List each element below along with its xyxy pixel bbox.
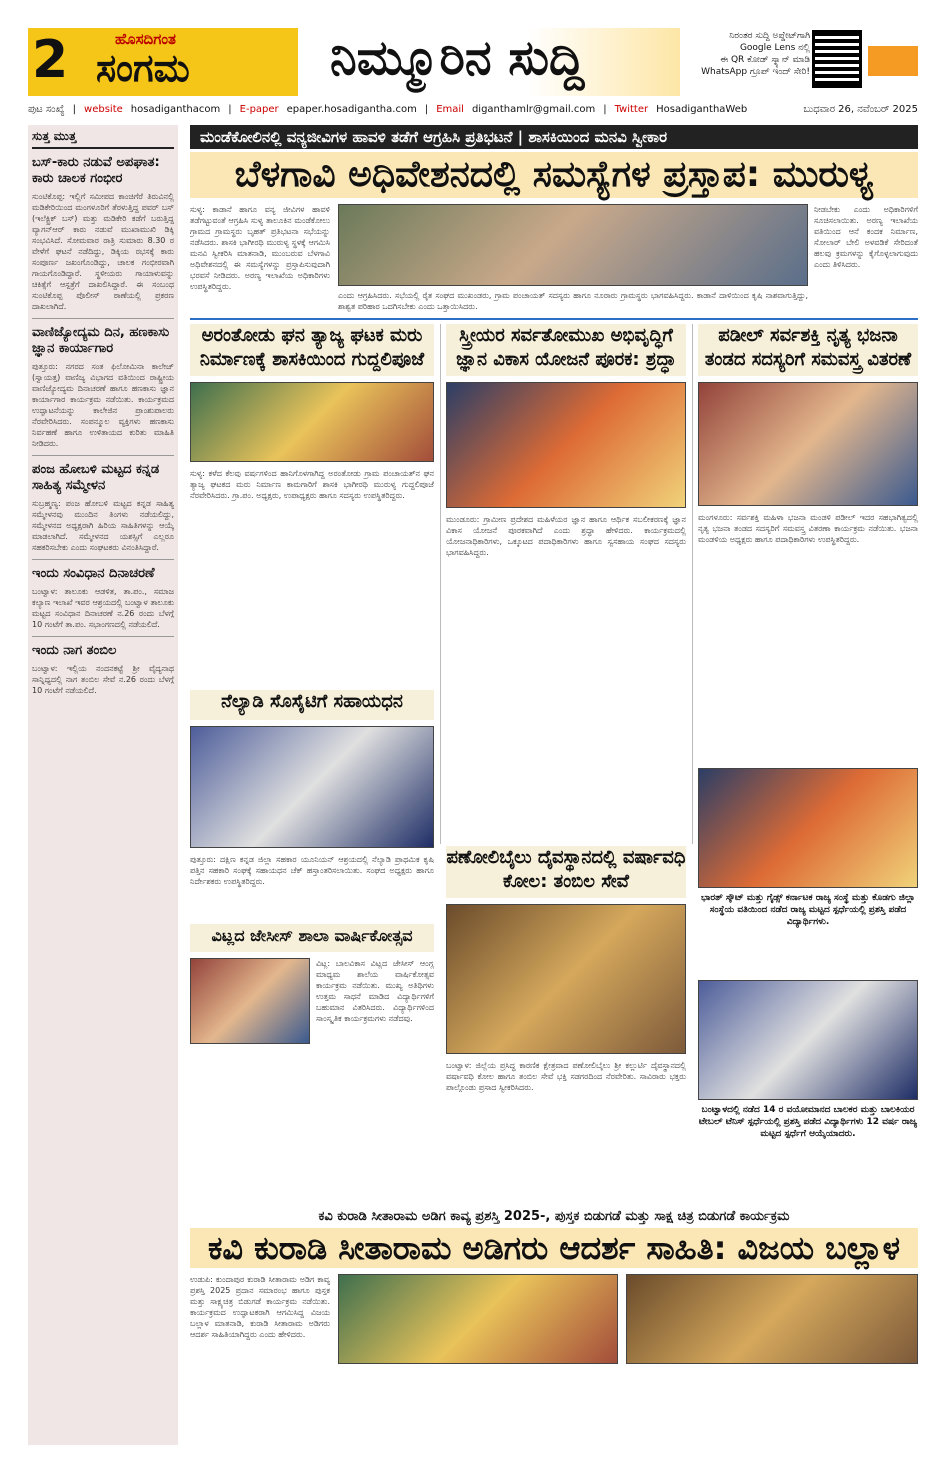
qr-code-icon[interactable] xyxy=(812,30,862,88)
article-title: ವಿಟ್ಲದ ಜೇಸೀಸ್ ಶಾಲಾ ವಾರ್ಷಿಕೋತ್ಸವ xyxy=(190,924,434,952)
brief-body: ಸುಂಟಿಕೊಪ್ಪ: ಇಲ್ಲಿಗೆ ಸಮೀಪದ ಕಾಂಚಿಗೆರೆ ತಿರುವಿನಲ್ಲಿ ಮಡಿಕೇರಿಯಿಂದ ಮಂಗಳೂರಿಗೆ ತೆರಳುತ್ತಿದ್ದ ಪವರ್ ಬಸ್ (ಇಲೆಕ್ಟ್ರಿಕ್ ಬಸ್) ಮತ್ತು ಮಡಿಕೇರಿ ಕಡೆಗೆ ಬರುತ್ತಿದ್ದ ವ್ಯಾಗನ್ಆರ್ ಕಾರು ನಡುವೆ ಮುಖಾಮುಖಿ ಡಿಕ್ಕಿ ಸಂಭವಿಸಿದೆ. ಸೋಮವಾರ ರಾತ್ರಿ ಸುಮಾರು 8.30 ರ ವೇಳೆಗೆ ಘಟನೆ ನಡೆದಿದ್ದು, ಡಿಕ್ಕಿಯ ರಭಸಕ್ಕೆ ಕಾರು ಸಂಪೂರ್ಣ ಜಖಂಗೊಂಡಿದ್ದು, ಚಾಲಕ ಗಂಭೀರವಾಗಿ ಗಾಯಗೊಂಡಿದ್ದಾರೆ. ಸ್ಥಳೀಯರು ಗಾಯಾಳುವನ್ನು ಚಿಕಿತ್ಸೆಗೆ ಆಸ್ಪತ್ರೆಗೆ ದಾಖಲಿಸಿದ್ದಾರೆ. ಈ ಸಂಬಂಧ ಸುಂಟಿಕೊಪ್ಪ ಪೊಲೀಸ್ ಠಾಣೆಯಲ್ಲಿ ಪ್ರಕರಣ ದಾಖಲಾಗಿದೆ. xyxy=(32,192,174,311)
article-body: ವಿಟ್ಲ: ಬಾಲವಿಕಾಸ ವಿಟ್ಲದ ಜೇಸೀಸ್ ಆಂಗ್ಲ ಮಾಧ್ಯಮ ಶಾಲೆಯ ವಾರ್ಷಿಕೋತ್ಸವ ಕಾರ್ಯಕ್ರಮ ನಡೆಯಿತು. ಮುಖ್ಯ ಅತಿಥಿಗಳು ಉತ್ತಮ ಸಾಧನೆ ಮಾಡಿದ ವಿದ್ಯಾರ್ಥಿಗಳಿಗೆ ಬಹುಮಾನ ವಿತರಿಸಿದರು. ವಿದ್ಯಾರ್ಥಿಗಳಿಂದ ಸಾಂಸ್ಕೃತಿಕ ಕಾರ್ಯಕ್ರಮಗಳು ನಡೆದವು. xyxy=(316,959,434,1023)
divider xyxy=(32,559,174,560)
article-title: ಪಣೋಲಿಬೈಲು ದೈವಸ್ಥಾನದಲ್ಲಿ ವರ್ಷಾವಧಿ ಕೋಲ: ತಂಬಿಲ ಸೇವೆ xyxy=(446,846,686,898)
article-body: ಮಂಗಳೂರು: ಸರ್ವಶಕ್ತಿ ಮಹಿಳಾ ಭಜನಾ ಮಂಡಳಿ ಪಡೀಲ್ ಇದರ ಸಹಭಾಗಿತ್ವದಲ್ಲಿ ನೃತ್ಯ ಭಜನಾ ತಂಡದ ಸದಸ್ಯರಿಗೆ ಸಮವಸ್ತ್ರ ವಿತರಣಾ ಕಾರ್ಯಕ್ರಮ ನಡೆಯಿತು. ಭಜನಾ ಮಂಡಳಿಯ ಅಧ್ಯಕ್ಷರು ಹಾಗೂ ಪದಾಧಿಕಾರಿಗಳು ಉಪಸ್ಥಿತರಿದ್ದರು. xyxy=(698,513,918,544)
article-title: ನೆಲ್ಯಾಡಿ ಸೊಸೈಟಿಗೆ ಸಹಾಯಧನ xyxy=(190,690,434,720)
email-link[interactable]: diganthamlr@gmail.com xyxy=(471,103,596,115)
article-photo xyxy=(446,904,686,1054)
lead-body-right: ನೀಡಬೇಕು ಎಂದು ಅಧಿಕಾರಿಗಳಿಗೆ ಸೂಚಿಸಲಾಯಿತು. ಅರಣ್ಯ ಇಲಾಖೆಯ ವತಿಯಿಂದ ಆನೆ ಕಂದಕ ನಿರ್ಮಾಣ, ಸೋಲಾರ್ ಬೇಲಿ ಅಳವಡಿಕೆ ಸೇರಿದಂತೆ ಹಲವು ಕ್ರಮಗಳನ್ನು ಕೈಗೊಳ್ಳಲಾಗುವುದು ಎಂದು ತಿಳಿಸಿದರು. xyxy=(814,205,918,269)
brief-body: ಬಂಟ್ವಾಳ: ತಾಲೂಕು ಆಡಳಿತ, ತಾ.ಪಂ., ಸಮಾಜ ಕಲ್ಯಾಣ ಇಲಾಖೆ ಇವರ ಆಶ್ರಯದಲ್ಲಿ ಬಂಟ್ವಾಳ ತಾಲೂಕು ಮಟ್ಟದ ಸಂವಿಧಾನ ದಿನಾಚರಣೆ ನ.26 ರಂದು ಬೆಳಗ್ಗೆ 10 ಗಂಟೆಗೆ ತಾ.ಪಂ. ಸಭಾಂಗಣದಲ್ಲಿ ನಡೆಯಲಿದೆ. xyxy=(32,587,174,629)
brief-title: ಇಂದು ನಾಗ ತಂಬಿಲ xyxy=(32,643,117,658)
bottom-kicker: ಕವಿ ಕುರಾಡಿ ಸೀತಾರಾಮ ಅಡಿಗ ಕಾವ್ಯ ಪ್ರಶಸ್ತಿ 2025-, ಪುಸ್ತಕ ಬಿಡುಗಡೆ ಮತ್ತು ಸಾಕ್ಷ ಚಿತ್ರ ಬಿಡುಗಡೆ ಕಾರ್ಯಕ್ರಮ xyxy=(318,1208,790,1224)
epaper-link[interactable]: epaper.hosadigantha.com xyxy=(286,103,417,115)
bottom-body: ಉಡುಪಿ: ಕುಂದಾಪುರ ಕುರಾಡಿ ಸೀತಾರಾಮ ಅಡಿಗ ಕಾವ್ಯ ಪ್ರಶಸ್ತಿ 2025 ಪ್ರದಾನ ಸಮಾರಂಭ ಹಾಗೂ ಪುಸ್ತಕ ಮತ್ತು ಸಾಕ್ಷ್ಯಚಿತ್ರ ಬಿಡುಗಡೆ ಕಾರ್ಯಕ್ರಮ ನಡೆಯಿತು. ಕಾರ್ಯಕ್ರಮದ ಉದ್ಘಾಟಕರಾಗಿ ಆಗಮಿಸಿದ್ದ ವಿಜಯ ಬಲ್ಲಾಳ ಮಾತನಾಡಿ, ಕುರಾಡಿ ಸೀತಾರಾಮ ಅಡಿಗರು ಆದರ್ಶ ಸಾಹಿತಿಯಾಗಿದ್ದರು ಎಂದು ಹೇಳಿದರು. xyxy=(190,1275,330,1339)
article-photo xyxy=(446,382,686,508)
lead-kicker: ಮಂಡೆಕೋಲಿನಲ್ಲಿ ವನ್ಯಜೀವಿಗಳ ಹಾವಳಿ ತಡೆಗೆ ಆಗ್ರಹಿಸಿ ಪ್ರತಿಭಟನೆ | ಶಾಸಕಿಯಿಂದ ಮನವಿ ಸ್ವೀಕಾರ xyxy=(190,125,918,149)
article-photo xyxy=(190,726,434,848)
masthead xyxy=(0,0,945,100)
divider xyxy=(32,455,174,456)
bottom-headline: ಕವಿ ಕುರಾಡಿ ಸೀತಾರಾಮ ಅಡಿಗರು ಆದರ್ಶ ಸಾಹಿತಿ: ವಿಜಯ ಬಲ್ಲಾಳ xyxy=(190,1228,918,1268)
brief-title: ವಾಣಿಜ್ಯೋದ್ಯಮ ದಿನ, ಹಣಕಾಸು ಜ್ಞಾನ ಕಾರ್ಯಾಗಾರ xyxy=(32,325,170,356)
photo-caption: ಭಾರತ್ ಸ್ಕೌಟ್ ಮತ್ತು ಗೈಡ್ಸ್ ಕರ್ನಾಟಕ ರಾಜ್ಯ ಸಂಸ್ಥೆ ಮತ್ತು ಕೊಡಗು ಜಿಲ್ಲಾ ಸಂಸ್ಥೆಯ ವತಿಯಿಂದ ನಡೆದ ರಾಜ್ಯ ಮಟ್ಟದ ಸ್ಪರ್ಧೆಯಲ್ಲಿ ಪ್ರಶಸ್ತಿ ಪಡೆದ ವಿದ್ಯಾರ್ಥಿಗಳು. xyxy=(701,893,915,927)
divider xyxy=(32,636,174,637)
section-title: ನಿಮ್ಮೂರಿನ ಸುದ್ದಿ xyxy=(330,30,585,86)
article-photo xyxy=(698,382,918,506)
caption-photo xyxy=(698,980,918,1100)
brief-body: ಪುತ್ತೂರು: ನಗರದ ಸಂತ ಫಿಲೋಮಿನಾ ಕಾಲೇಜ್ (ಸ್ವಾಯತ್ತ) ವಾಣಿಜ್ಯ ವಿಭಾಗದ ವತಿಯಿಂದ ರಾಷ್ಟ್ರೀಯ ವಾಣಿಜ್ಯೋದ್ಯಮ ದಿನಾಚರಣೆ ಹಾಗೂ ಹಣಕಾಸು ಜ್ಞಾನ ಕಾರ್ಯಾಗಾರ ಕಾರ್ಯಕ್ರಮ ನಡೆಯಿತು. ಕಾರ್ಯಕ್ರಮದ ಉದ್ಘಾಟನೆಯನ್ನು ಕಾಲೇಜಿನ ಪ್ರಾಂಶುಪಾಲರು ನೆರವೇರಿಸಿದರು. ಸಂಪನ್ಮೂಲ ವ್ಯಕ್ತಿಗಳು ಹಣಕಾಸು ನಿರ್ವಹಣೆ ಹಾಗೂ ಉಳಿತಾಯದ ಕುರಿತು ಮಾಹಿತಿ ನೀಡಿದರು. xyxy=(32,362,174,448)
lead-photo xyxy=(338,204,808,286)
brief-title: ಇಂದು ಸಂವಿಧಾನ ದಿನಾಚರಣೆ xyxy=(32,566,155,581)
qr-instructions xyxy=(700,30,810,78)
qr-text-3: ಈ QR ಕೋಡ್ ಸ್ಕ್ಯಾನ್ ಮಾಡಿ xyxy=(720,55,810,65)
website-link[interactable]: hosadiganthacom xyxy=(130,103,221,115)
photo-caption: ಬಂಟ್ವಾಳದಲ್ಲಿ ನಡೆದ 14 ರ ವಯೋಮಾನದ ಬಾಲಕರ ಮತ್ತು ಬಾಲಕಿಯರ ಟೇಬಲ್ ಟೆನಿಸ್ ಸ್ಪರ್ಧೆಯಲ್ಲಿ ಪ್ರಶಸ್ತಿ ಪಡೆದ ವಿದ್ಯಾರ್ಥಿಗಳು 12 ವರ್ಷ ರಾಜ್ಯ ಮಟ್ಟದ ಸ್ಪರ್ಧೆಗೆ ಆಯ್ಕೆಯಾದರು. xyxy=(698,1105,918,1139)
lead-body-left: ಸುಳ್ಯ: ಕಾಡಾನೆ ಹಾಗೂ ವನ್ಯ ಜೀವಿಗಳ ಹಾವಳಿ ತಡೆಗಟ್ಟುವಂತೆ ಆಗ್ರಹಿಸಿ ಸುಳ್ಯ ತಾಲೂಕಿನ ಮಂಡೆಕೋಲು ಗ್ರಾಮದ ಗ್ರಾಮಸ್ಥರು ಬೃಹತ್ ಪ್ರತಿಭಟನಾ ಸಭೆಯನ್ನು ನಡೆಸಿದರು. ಶಾಸಕಿ ಭಾಗೀರಥಿ ಮುರುಳ್ಯ ಸ್ಥಳಕ್ಕೆ ಆಗಮಿಸಿ ಮನವಿ ಸ್ವೀಕರಿಸಿ ಮಾತನಾಡಿ, ಮುಂಬರುವ ಬೆಳಗಾವಿ ಅಧಿವೇಶನದಲ್ಲಿ ಈ ಸಮಸ್ಯೆಗಳನ್ನು ಪ್ರಸ್ತಾಪಿಸುವುದಾಗಿ ಭರವಸೆ ನೀಡಿದರು. ಅರಣ್ಯ ಇಲಾಖೆಯ ಅಧಿಕಾರಿಗಳು ಉಪಸ್ಥಿತರಿದ್ದರು. xyxy=(190,205,330,291)
page-number: 2 xyxy=(32,30,69,90)
article-photo xyxy=(190,958,310,1044)
issue-date: ಬುಧವಾರ 26, ನವೆಂಬರ್ 2025 xyxy=(803,103,918,115)
brief-body: ಸುಬ್ರಹ್ಮಣ್ಯ: ಪಂಜ ಹೋಬಳಿ ಮಟ್ಟದ ಕನ್ನಡ ಸಾಹಿತ್ಯ ಸಮ್ಮೇಳನವು ಮುಂದಿನ ತಿಂಗಳು ನಡೆಯಲಿದ್ದು, ಸಮ್ಮೇಳನದ ಅಧ್ಯಕ್ಷರಾಗಿ ಹಿರಿಯ ಸಾಹಿತಿಗಳನ್ನು ಆಯ್ಕೆ ಮಾಡಲಾಗಿದೆ. ಸಮ್ಮೇಳನದ ಯಶಸ್ಸಿಗೆ ಎಲ್ಲರೂ ಸಹಕರಿಸಬೇಕು ಎಂದು ಸಂಘಟಕರು ವಿನಂತಿಸಿದ್ದಾರೆ. xyxy=(32,499,174,552)
article-body: ಬಂಟ್ವಾಳ: ಜಿಲ್ಲೆಯ ಪ್ರಸಿದ್ಧ ಕಾರಣಿಕ ಕ್ಷೇತ್ರವಾದ ಪಣೋಲಿಬೈಲು ಶ್ರೀ ಕಲ್ಲುರ್ಟಿ ದೈವಸ್ಥಾನದಲ್ಲಿ ವರ್ಷಾವಧಿ ಕೋಲ ಹಾಗೂ ತಂಬಿಲ ಸೇವೆ ಭಕ್ತಿ ಸಡಗರದಿಂದ ನೆರವೇರಿತು. ಸಾವಿರಾರು ಭಕ್ತರು ಪಾಲ್ಗೊಂಡು ಪ್ರಸಾದ ಸ್ವೀಕರಿಸಿದರು. xyxy=(446,1061,686,1092)
section-divider xyxy=(190,318,918,320)
bottom-photo xyxy=(338,1274,618,1364)
lead-body-mid: ಎಂದು ಆಗ್ರಹಿಸಿದರು. ಸಭೆಯಲ್ಲಿ ರೈತ ಸಂಘದ ಮುಖಂಡರು, ಗ್ರಾಮ ಪಂಚಾಯತ್ ಸದಸ್ಯರು ಹಾಗೂ ನೂರಾರು ಗ್ರಾಮಸ್ಥರು ಭಾಗವಹಿಸಿದ್ದರು. ಕಾಡಾನೆ ದಾಳಿಯಿಂದ ಕೃಷಿ ನಾಶವಾಗುತ್ತಿದ್ದು, ಶಾಶ್ವತ ಪರಿಹಾರ ಒದಗಿಸಬೇಕು ಎಂದು ಒತ್ತಾಯಿಸಿದರು. xyxy=(338,291,808,311)
lead-headline: ಬೆಳಗಾವಿ ಅಧಿವೇಶನದಲ್ಲಿ ಸಮಸ್ಯೆಗಳ ಪ್ರಸ್ತಾಪ: ಮುರುಳ್ಯ xyxy=(190,152,918,198)
article-photo xyxy=(190,382,434,462)
caption-photo xyxy=(698,768,918,888)
email-label: Email xyxy=(436,103,464,115)
brand-small: ಹೊಸದಿಗಂತ xyxy=(115,30,176,48)
twitter-link[interactable]: HosadiganthaWeb xyxy=(656,103,748,115)
info-bar: ಪುಟ ಸಂಖ್ಯೆ | website hosadiganthacom | E-paper epaper.hosadigantha.com | Email diganthamlr@gmail.com | Twitter HosadiganthaWeb ಬುಧವಾರ 26, ನವೆಂಬರ್ 2025 xyxy=(28,103,918,115)
column-rule xyxy=(440,324,441,844)
pages-label: ಪುಟ ಸಂಖ್ಯೆ xyxy=(28,103,65,115)
bottom-photo xyxy=(626,1274,918,1364)
article-body: ಮುಂಡೂರು: ಗ್ರಾಮೀಣ ಪ್ರದೇಶದ ಮಹಿಳೆಯರ ಜ್ಞಾನ ಹಾಗೂ ಆರ್ಥಿಕ ಸಬಲೀಕರಣಕ್ಕೆ ಜ್ಞಾನ ವಿಕಾಸ ಯೋಜನೆ ಪೂರಕವಾಗಿದೆ ಎಂದು ಶ್ರದ್ಧಾ ಹೇಳಿದರು. ಕಾರ್ಯಕ್ರಮದಲ್ಲಿ ಯೋಜನಾಧಿಕಾರಿಗಳು, ಒಕ್ಕೂಟದ ಪದಾಧಿಕಾರಿಗಳು ಹಾಗೂ ಸ್ವಸಹಾಯ ಸಂಘದ ಸದಸ್ಯರು ಭಾಗವಹಿಸಿದ್ದರು. xyxy=(446,515,686,557)
qr-text-4: WhatsApp ಗ್ರೂಪ್ ಇಂದ್ ಸೇರಿ! xyxy=(701,67,810,77)
left-column xyxy=(28,125,178,1445)
article-title: ಪಡೀಲ್ ಸರ್ವಶಕ್ತಿ ನೃತ್ಯ ಭಜನಾ ತಂಡದ ಸದಸ್ಯರಿಗೆ ಸಮವಸ್ತ್ರ ವಿತರಣೆ xyxy=(698,324,918,376)
article-title: ಅರಂತೋಡು ಘನ ತ್ಯಾಜ್ಯ ಘಟಕ ಮರು ನಿರ್ಮಾಣಕ್ಕೆ ಶಾಸಕಿಯಿಂದ ಗುದ್ದಲಿಪೂಜೆ xyxy=(190,324,434,376)
divider xyxy=(32,318,174,319)
article-body: ಸುಳ್ಯ: ಕಳೆದ ಕೆಲವು ವರ್ಷಗಳಿಂದ ಹಾನಿಗೊಳಗಾಗಿದ್ದ ಅರಂತೋಡು ಗ್ರಾಮ ಪಂಚಾಯತ್‌ನ ಘನ ತ್ಯಾಜ್ಯ ಘಟಕದ ಮರು ನಿರ್ಮಾಣ ಕಾಮಗಾರಿಗೆ ಶಾಸಕಿ ಭಾಗೀರಥಿ ಮುರುಳ್ಯ ಗುದ್ದಲಿಪೂಜೆ ನೆರವೇರಿಸಿದರು. ಗ್ರಾ.ಪಂ. ಅಧ್ಯಕ್ಷರು, ಉಪಾಧ್ಯಕ್ಷರು ಹಾಗೂ ಸದಸ್ಯರು ಉಪಸ್ಥಿತರಿದ್ದರು. xyxy=(190,469,434,500)
brief-title: ಬಸ್-ಕಾರು ನಡುವೆ ಅಪಘಾತ: ಕಾರು ಚಾಲಕ ಗಂಭೀರ xyxy=(32,155,160,186)
left-column-header: ಸುತ್ತ ಮುತ್ತ xyxy=(32,129,174,149)
twitter-label: Twitter xyxy=(614,103,649,115)
website-label: website xyxy=(84,103,123,115)
qr-text-2: Google Lens ನಲ್ಲಿ xyxy=(739,43,810,53)
brief-title: ಪಂಜ ಹೋಬಳಿ ಮಟ್ಟದ ಕನ್ನಡ ಸಾಹಿತ್ಯ ಸಮ್ಮೇಳನ xyxy=(32,462,160,493)
qr-text-1: ನಿರಂತರ ಸುದ್ದಿ ಅಪ್ಡೇಟ್‌ಗಾಗಿ xyxy=(729,31,810,41)
brief-body: ಬಂಟ್ವಾಳ: ಇಲ್ಲಿಯ ನಂದನಕಟ್ಟೆ ಶ್ರೀ ವೈದ್ಯನಾಥ ಸಾನ್ನಿಧ್ಯದಲ್ಲಿ ನಾಗ ತಂಬಿಲ ಸೇವೆ ನ.26 ರಂದು ಬೆಳಗ್ಗೆ 10 ಗಂಟೆಗೆ ನಡೆಯಲಿದೆ. xyxy=(32,664,174,695)
article-title: ಸ್ತ್ರೀಯರ ಸರ್ವತೋಮುಖ ಅಭಿವೃದ್ಧಿಗೆ ಜ್ಞಾನ ವಿಕಾಸ ಯೋಜನೆ ಪೂರಕ: ಶ್ರದ್ಧಾ xyxy=(446,324,686,376)
column-rule xyxy=(692,324,693,844)
article-body: ಪುತ್ತೂರು: ದಕ್ಷಿಣ ಕನ್ನಡ ಜಿಲ್ಲಾ ಸಹಕಾರ ಯೂನಿಯನ್ ಆಶ್ರಯದಲ್ಲಿ ನೆಲ್ಯಾಡಿ ಪ್ರಾಥಮಿಕ ಕೃಷಿ ಪತ್ತಿನ ಸಹಕಾರಿ ಸಂಘಕ್ಕೆ ಸಹಾಯಧನ ಚೆಕ್ ಹಸ್ತಾಂತರಿಸಲಾಯಿತು. ಸಂಘದ ಅಧ್ಯಕ್ಷರು ಹಾಗೂ ನಿರ್ದೇಶಕರು ಉಪಸ್ಥಿತರಿದ್ದರು. xyxy=(190,855,434,886)
orange-block xyxy=(868,46,918,76)
epaper-label: E-paper xyxy=(239,103,279,115)
brand-big: ಸಂಗಮ xyxy=(96,46,190,90)
